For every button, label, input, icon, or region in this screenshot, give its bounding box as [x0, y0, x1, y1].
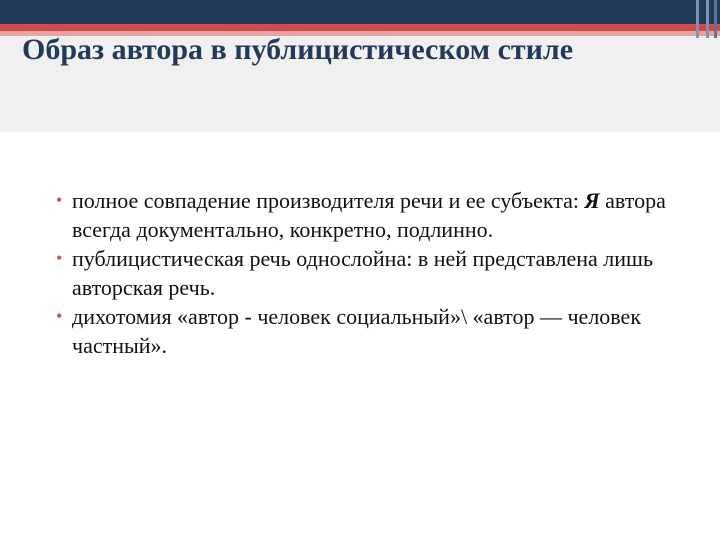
bullet-marker: • [56, 190, 63, 210]
bullet-item [48, 302, 688, 360]
bullet-text-post: автора всегда документально, конкретно, подлинно. [72, 188, 666, 242]
bullet-item [48, 244, 688, 302]
slide-title: Образ автора в публицистическом стиле [22, 33, 574, 66]
bullet-text-pre: полное совпадение производителя речи и ее субъекта: [72, 188, 585, 213]
decor-pillar [696, 0, 699, 38]
bullet-marker: • [56, 306, 63, 326]
bullet-text: публицистическая речь однослойна: в ней представлена лишь авторская речь. [72, 246, 653, 300]
decor-pillar [714, 0, 717, 38]
decor-pillar [706, 0, 709, 38]
bullet-emphasis: Я [584, 188, 600, 213]
bullet-list [48, 186, 688, 360]
header-bar-navy [0, 0, 720, 24]
bullet-item [48, 186, 688, 244]
bullet-marker: • [56, 248, 63, 268]
bullet-text: дихотомия «автор - человек социальный»\ «автор — человек частный». [72, 304, 642, 358]
